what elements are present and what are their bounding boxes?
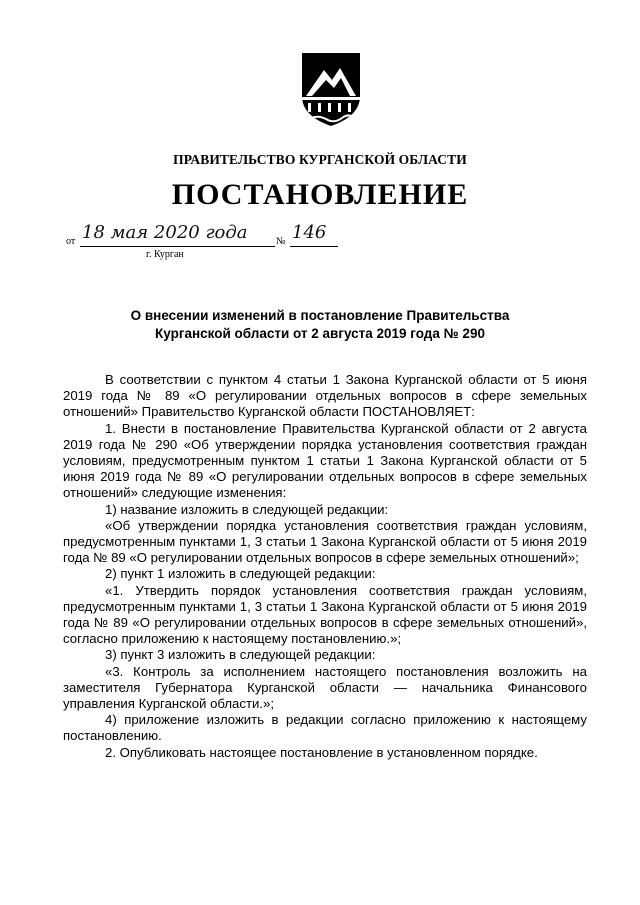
number-underline bbox=[290, 246, 338, 247]
subject-line: Курганской области от 2 августа 2019 года № 290 bbox=[155, 326, 485, 341]
body-paragraph: 2) пункт 1 изложить в следующей редакции: bbox=[105, 566, 376, 582]
date-from-label: от bbox=[66, 236, 76, 247]
body-paragraph: «1. Утвердить порядок установления соответствия граждан условиям, предусмотренным пунктами 1, 3 статьи 1 Закона Курганской области от 5 июня 2019 года № 89 «О регулировании отдельных вопросов в сфере земельных отношений», согласно приложению к настоящему постановлению.»; bbox=[63, 582, 587, 647]
document-subject bbox=[0, 307, 640, 343]
document-meta bbox=[0, 222, 640, 262]
coat-of-arms-icon bbox=[296, 50, 366, 130]
body-paragraph: «Об утверждении порядка установления соответствия граждан условиям, предусмотренным пунктами 1, 3 статьи 1 Закона Курганской области от 5 июня 2019 года № 89 «О регулировании отдельных вопросов в сфере земельных отношений»; bbox=[63, 517, 587, 566]
body-paragraph: 1. Внести в постановление Правительства Курганской области от 2 августа 2019 года № 290 «Об утверждении порядка установления соответствия граждан условиям, предусмотренным пунктом 1 статьи 1 Закона Курганской области от 5 июня 2019 года № 89 «О регулировании отдельных вопросов в сфере земельных отношений» следующие изменения: bbox=[63, 420, 587, 501]
body-paragraph: 2. Опубликовать настоящее постановление в установленном порядке. bbox=[105, 744, 538, 760]
body-paragraph: 3) пункт 3 изложить в следующей редакции: bbox=[105, 647, 376, 663]
body-paragraph: В соответствии с пунктом 4 статьи 1 Закона Курганской области от 5 июня 2019 года № 89 «О регулировании отдельных вопросов в сфере земельных отношений» Правительство Курганской области ПОСТАНОВЛЯЕТ: bbox=[63, 372, 587, 420]
document-body bbox=[63, 372, 587, 761]
document-type-heading: ПОСТАНОВЛЕНИЕ bbox=[171, 178, 469, 211]
handwritten-number: 146 bbox=[292, 222, 327, 243]
handwritten-date: 18 мая 2020 года bbox=[82, 222, 248, 243]
body-paragraph: 1) название изложить в следующей редакции: bbox=[105, 501, 389, 517]
city-label: г. Курган bbox=[146, 249, 184, 260]
date-underline bbox=[80, 246, 275, 247]
body-paragraph: «3. Контроль за исполнением настоящего постановления возложить на заместителя Губернатора Курганской области — начальника Финансового управления Курганской области.»; bbox=[63, 663, 587, 712]
government-title: ПРАВИТЕЛЬСТВО КУРГАНСКОЙ ОБЛАСТИ bbox=[173, 152, 467, 167]
subject-line: О внесении изменений в постановление Правительства bbox=[130, 308, 510, 323]
body-paragraph: 4) приложение изложить в редакции согласно приложению к настоящему постановлению. bbox=[63, 712, 587, 744]
number-label: № bbox=[276, 236, 286, 247]
